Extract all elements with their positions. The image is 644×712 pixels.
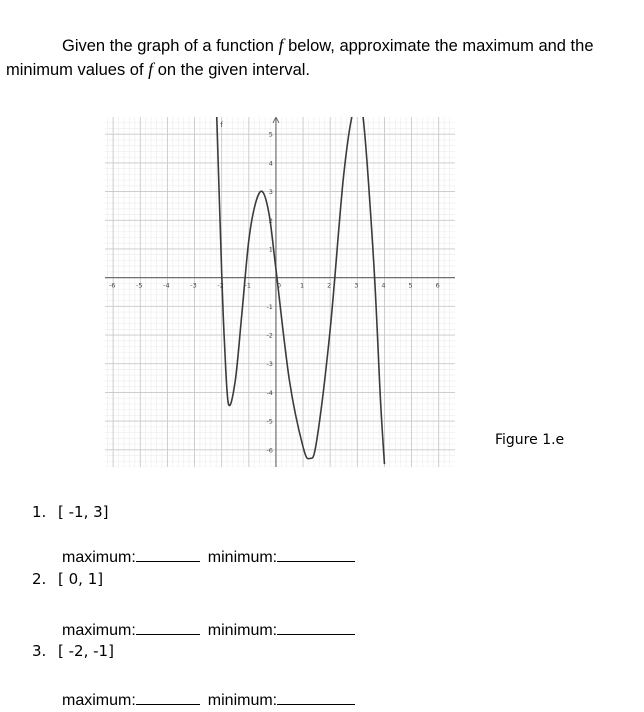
maximum-label: maximum: <box>62 692 136 709</box>
maximum-label: maximum: <box>62 549 136 566</box>
statement-line-1 <box>6 34 642 58</box>
question-number: 2. <box>32 570 47 588</box>
maximum-answer-blank[interactable] <box>136 690 200 705</box>
x-tick-label: -2 <box>217 281 224 290</box>
x-tick-label: 0 <box>276 281 282 290</box>
x-tick-label: -6 <box>108 281 116 290</box>
function-symbol: f <box>148 59 154 79</box>
maximum-label: maximum: <box>62 622 136 639</box>
question-interval: [ -2, -1] <box>58 642 114 660</box>
question-interval: [ -1, 3] <box>58 503 109 521</box>
statement-text: minimum values of <box>6 61 149 79</box>
statement-text: below, approximate the maximum and the <box>283 37 594 55</box>
x-tick-label: -1 <box>244 281 252 290</box>
y-tick-label: -6 <box>266 446 273 455</box>
graph-svg <box>105 117 455 467</box>
minimum-answer-blank[interactable] <box>277 690 355 705</box>
maximum-answer-blank[interactable] <box>136 547 200 562</box>
y-tick-label: -3 <box>266 360 273 369</box>
answer-row-3 <box>62 690 355 710</box>
minimum-answer-blank[interactable] <box>277 620 355 635</box>
problem-statement <box>6 34 642 82</box>
x-tick-label: 6 <box>435 281 440 290</box>
minimum-label: minimum: <box>207 692 278 709</box>
y-tick-label: -4 <box>266 388 273 397</box>
answer-row-1 <box>62 547 355 567</box>
y-tick-label: 3 <box>268 188 273 197</box>
x-tick-label: -4 <box>163 281 170 290</box>
question-3 <box>32 642 114 660</box>
y-tick-label: 1 <box>268 245 273 254</box>
y-tick-label: -5 <box>266 417 273 426</box>
question-1 <box>32 503 109 521</box>
y-tick-label: -2 <box>266 331 273 340</box>
x-tick-label: -5 <box>136 281 143 290</box>
x-tick-label: 4 <box>381 281 386 290</box>
y-tick-label: -1 <box>266 302 273 311</box>
minimum-answer-blank[interactable] <box>277 547 355 562</box>
minimum-label: minimum: <box>207 549 278 566</box>
minimum-label: minimum: <box>207 622 278 639</box>
question-2 <box>32 570 103 588</box>
question-number: 3. <box>32 642 47 660</box>
y-tick-label: 4 <box>268 159 273 168</box>
figure-label: Figure 1.e <box>495 432 565 448</box>
y-tick-label: 5 <box>268 130 273 139</box>
answer-row-2 <box>62 620 355 640</box>
function-graph <box>105 117 455 467</box>
statement-line-2 <box>6 61 310 79</box>
function-curve <box>216 117 384 464</box>
question-number: 1. <box>32 503 47 521</box>
maximum-answer-blank[interactable] <box>136 620 200 635</box>
statement-text: Given the graph of a function <box>62 37 279 55</box>
x-tick-label: 5 <box>408 281 413 290</box>
series-label: f <box>220 121 223 129</box>
question-interval: [ 0, 1] <box>58 570 104 588</box>
top-rule <box>0 0 90 3</box>
y-tick-label: 2 <box>268 216 273 225</box>
x-tick-label: 1 <box>299 281 305 290</box>
x-tick-label: 2 <box>327 281 332 290</box>
x-tick-label: -3 <box>190 281 197 290</box>
function-symbol: f <box>278 35 284 55</box>
statement-text: on the given interval. <box>153 61 311 79</box>
x-tick-label: 3 <box>354 281 359 290</box>
